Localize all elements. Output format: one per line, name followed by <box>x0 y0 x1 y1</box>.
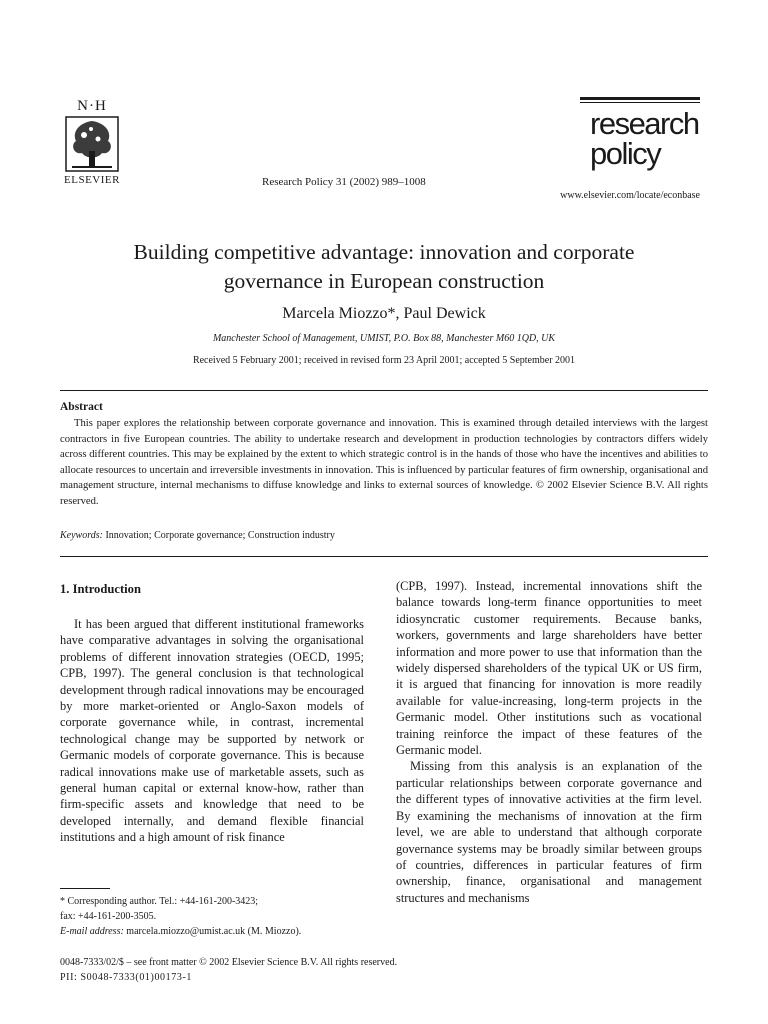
footnote-rule <box>60 888 110 889</box>
left-column <box>60 616 364 846</box>
copyright-line: 0048-7333/02/$ – see front matter © 2002 Elsevier Science B.V. All rights reserved. <box>60 957 398 968</box>
intro-paragraph-1: It has been argued that different institutional frameworks have comparative advantages in solving the organisational problems of different innovation strategies (OECD, 1995; CPB, 1997). The general conclusion is that technological development through radical innovations may be encouraged by more market-oriented or Anglo-Saxon models of corporate governance while, in contrast, incremental technological change may be supported by network or Germanic models of corporate governance. This is because radical innovations make use of marketable assets, such as general human capital or external know-how, rather than firm-specific assets and knowledge that need to be developed internally, and demand flexible financial institutions and a high amount of risk finance <box>60 617 364 845</box>
article-title <box>60 238 708 296</box>
abstract-top-rule <box>60 390 708 391</box>
keywords-list: Innovation; Corporate governance; Construction industry <box>105 530 335 541</box>
journal-brand <box>580 97 700 169</box>
journal-reference: Research Policy 31 (2002) 989–1008 <box>262 176 426 188</box>
keywords <box>60 530 335 541</box>
keywords-label: Keywords: <box>60 530 103 541</box>
publisher-name: ELSEVIER <box>64 174 120 186</box>
footnote-line-1: * Corresponding author. Tel.: +44-161-200-3423; <box>60 896 259 907</box>
journal-url[interactable]: www.elsevier.com/locate/econbase <box>560 190 700 201</box>
abstract-heading: Abstract <box>60 401 103 413</box>
publisher-logo <box>60 98 124 190</box>
brand-rule <box>580 97 700 100</box>
brand-rule-thin <box>580 102 700 103</box>
author-affiliation: Manchester School of Management, UMIST, P.O. Box 88, Manchester M60 1QD, UK <box>212 333 556 344</box>
abstract-bottom-rule <box>60 556 708 557</box>
title-line-1: Building competitive advantage: innovation and corporate <box>133 240 635 264</box>
publisher-mark: N·H <box>77 98 107 114</box>
journal-name-line1: research <box>590 106 699 141</box>
email-address[interactable]: marcela.miozzo@umist.ac.uk (M. Miozzo). <box>126 926 302 937</box>
footnote <box>60 894 364 939</box>
pii-line: PII: S0048-7333(01)00173-1 <box>60 972 192 983</box>
footnote-line-2: fax: +44-161-200-3505. <box>60 911 157 922</box>
abstract-text: This paper explores the relationship between corporate governance and innovation. This is examined through detailed interviews with the largest contractors in five European countries. The ability to undertake research and development in production technologies by contractors differs widely across different countries. This may be explained by the extent to which strategic control is in the hands of those who have the incentives and abilities to allocate resources to uncertain and irreversible investments in innovation. This is influenced by particular features of firm ownership, organisational and management structure, internal mechanisms to diffuse knowledge and links to external sources of knowledge. © 2002 Elsevier Science B.V. All rights reserved. <box>60 418 708 507</box>
article-authors: Marcela Miozzo*, Paul Dewick <box>282 305 486 322</box>
footnote-email <box>60 924 364 939</box>
right-column <box>396 578 702 906</box>
copyright-footer <box>60 955 397 985</box>
intro-paragraph-2: Missing from this analysis is an explanation of the particular relationships between corporate governance and the different types of innovative activities at the firm level. By examining the mechanisms of innovation at the firm level, we are able to understand that although corporate governance systems may be broadly similar between groups of countries, differences in particular features of firm ownership, finance, organisational and management structures and mechanisms <box>396 759 702 905</box>
received-dates: Received 5 February 2001; received in revised form 23 April 2001; accepted 5 September 2001 <box>192 355 576 366</box>
intro-paragraph-continued: (CPB, 1997). Instead, incremental innovations shift the balance towards long-term finance opportunities to meet idiosyncratic customer requirements. Because banks, workers, governments and large shareholders have better information and more power to use that information than the widely dispersed shareholders of the typical UK or US firm, it is argued that financing for innovation is more readily available for value-increasing, long-term projects in the Germanic model. Other institutions such as vocational training reinforce the impact of these features of the Germanic model. <box>396 579 702 758</box>
elsevier-tree-icon <box>64 115 120 173</box>
section-heading: 1. Introduction <box>60 582 141 596</box>
title-line-2: governance in European construction <box>223 269 545 293</box>
journal-name-line2: policy <box>590 136 661 171</box>
email-label: E-mail address: <box>60 926 124 937</box>
